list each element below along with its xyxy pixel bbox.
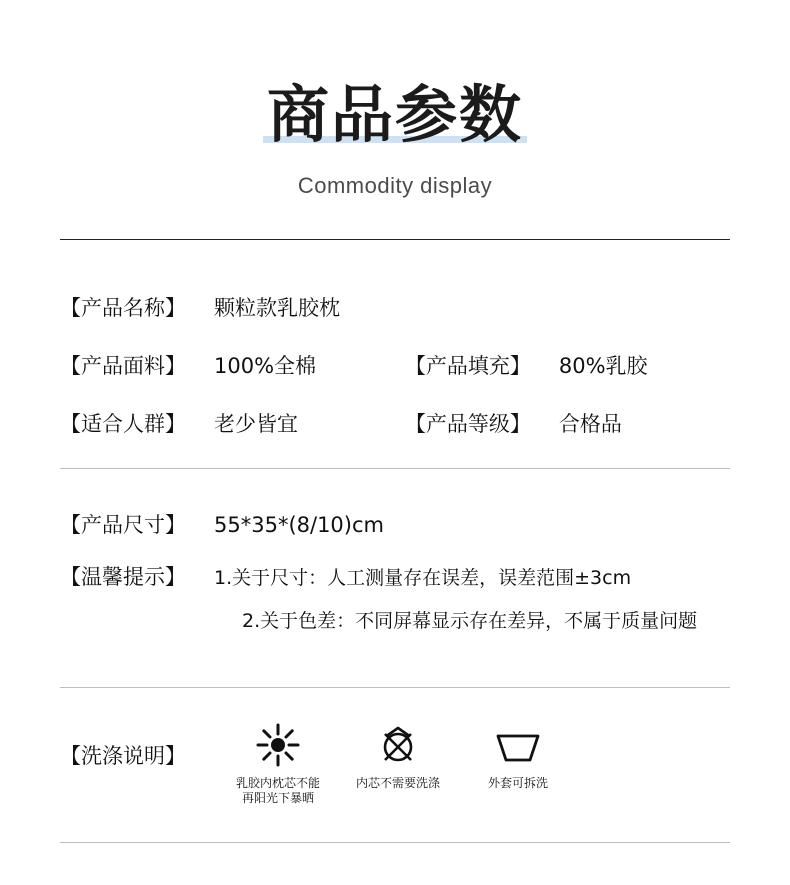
spec-cell (60, 408, 405, 438)
spec-label: 【适合人群】 (60, 412, 186, 437)
spec-label: 【产品等级】 (404, 412, 531, 437)
spec-row (60, 292, 730, 322)
spacer (0, 199, 790, 239)
spec-cell (60, 509, 384, 539)
tip-line: 2.关于色差：不同屏幕显示存在差异，不属于质量问题 (242, 610, 698, 633)
spec-row (60, 350, 730, 380)
tips-list (214, 563, 697, 633)
washing-caption: 乳胶内枕芯不能 再阳光下暴晒 (235, 776, 320, 806)
spec-label: 【产品填充】 (404, 354, 531, 379)
spec-label: 【产品面料】 (60, 354, 186, 379)
spec-section-size-tips (0, 469, 790, 633)
page-header (0, 0, 790, 199)
spec-cell (405, 408, 730, 438)
spec-section-basic (0, 240, 790, 438)
title-wrap (266, 78, 523, 151)
spec-cell (60, 350, 405, 380)
hand-wash-tub-icon (458, 722, 578, 768)
page-subtitle: Commodity display (297, 173, 493, 199)
spec-value: 80%乳胶 (558, 354, 648, 379)
sun-no-direct-sunlight-icon (218, 722, 338, 768)
washing-label: 【洗涤说明】 (60, 744, 186, 769)
washing-item (458, 722, 578, 806)
spec-row-tips (60, 561, 730, 633)
size-value: 55*35*(8/10)cm (214, 513, 384, 538)
spacer (0, 438, 790, 468)
tips-label: 【温馨提示】 (60, 565, 186, 590)
size-label: 【产品尺寸】 (60, 513, 186, 538)
spec-cell (60, 292, 410, 322)
spec-row (60, 408, 730, 438)
divider-bottom (60, 842, 730, 843)
spacer (0, 806, 790, 842)
washing-item (338, 722, 458, 806)
spec-row-size (60, 509, 730, 539)
washing-icon-list (218, 722, 578, 806)
page-title: 商品参数 (266, 78, 523, 151)
spec-value: 老少皆宜 (214, 412, 298, 437)
washing-caption: 外套可拆洗 (487, 776, 548, 791)
spacer (0, 655, 790, 687)
washing-caption: 内芯不需要洗涤 (355, 776, 440, 791)
spec-value: 颗粒款乳胶枕 (214, 296, 340, 321)
spec-value: 合格品 (558, 412, 622, 437)
spec-section-washing (0, 688, 790, 806)
spec-label: 【产品名称】 (60, 296, 186, 321)
spec-value: 100%全棉 (214, 354, 317, 379)
washing-item (218, 722, 338, 806)
do-not-dry-clean-icon (338, 722, 458, 768)
spec-cell (405, 350, 730, 380)
tip-line: 1.关于尺寸：人工测量存在误差，误差范围±3cm (214, 567, 632, 590)
